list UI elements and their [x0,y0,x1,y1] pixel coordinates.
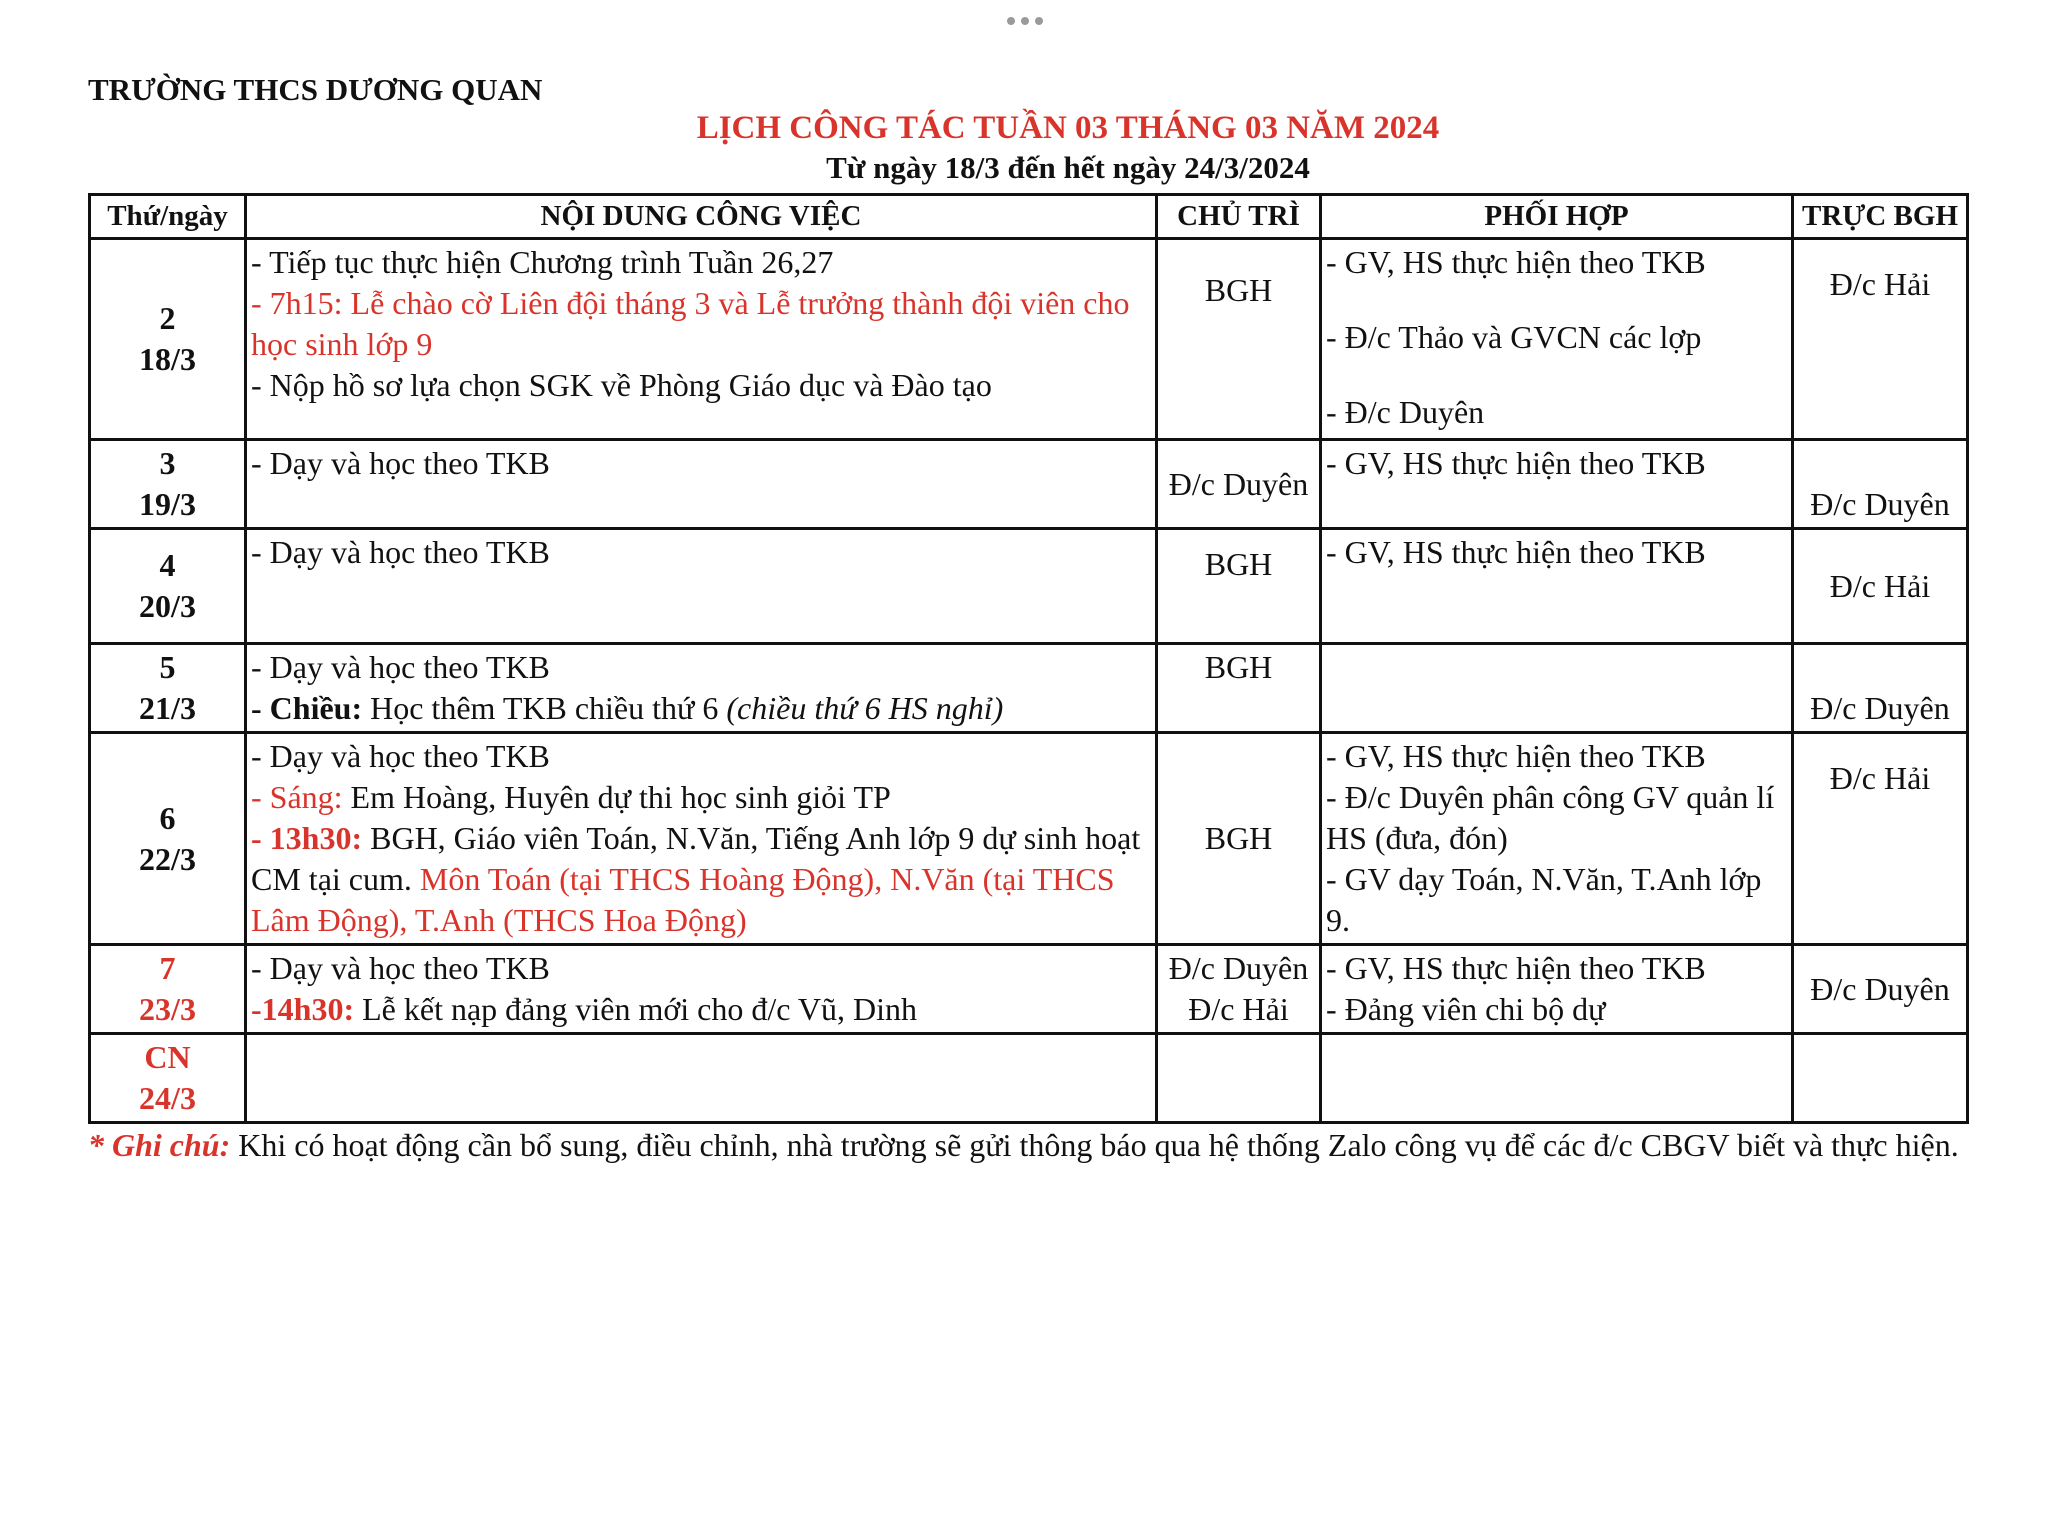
coordination-cell [1321,644,1793,733]
coord-line: - GV, HS thực hiện theo TKB [1326,950,1706,986]
coord-line: - GV dạy Toán, N.Văn, T.Anh lớp 9. [1326,861,1762,938]
day-date: 21/3 [139,690,196,726]
content-text: Lễ kết nạp đảng viên mới cho đ/c Vũ, Dinh [354,991,917,1027]
footnote-label: * Ghi chú: [88,1127,231,1163]
schedule-table [88,193,1969,1124]
coord-line: - GV, HS thực hiện theo TKB [1326,738,1706,774]
content-line: - Nộp hồ sơ lựa chọn SGK về Phòng Giáo dục và Đào tạo [251,367,992,403]
content-cell [246,644,1157,733]
table-row [90,644,1968,733]
day-date: 24/3 [139,1080,196,1116]
host-value: BGH [1204,649,1273,685]
host-cell [1157,239,1321,440]
header-content: NỘI DUNG CÔNG VIỆC [246,195,1157,239]
content-line: - Dạy và học theo TKB [251,950,550,986]
content-line: - Dạy và học theo TKB [251,534,550,570]
day-number: 6 [159,799,176,836]
host-value: BGH [1204,272,1273,308]
duty-cell [1793,644,1968,733]
more-options-icon[interactable] [1007,12,1051,26]
duty-value: Đ/c Duyên [1810,486,1950,522]
host-cell [1157,1034,1321,1123]
day-date: 22/3 [139,840,196,877]
footnote [88,1124,2038,1166]
coordination-cell [1321,1034,1793,1123]
host-cell [1157,945,1321,1034]
content-text: BGH, Giáo viên Toán, N.Văn, Tiếng Anh lớp 9 dự sinh hoạt CM tại cum. [251,820,1141,897]
duty-value: Đ/c Duyên [1810,970,1950,1007]
duty-value: Đ/c Hải [1829,567,1931,604]
coord-line: - Đ/c Duyên [1326,394,1485,430]
day-number: 5 [159,649,176,685]
content-label: - 13h30: [251,820,363,856]
coordination-cell [1321,239,1793,440]
duty-value: Đ/c Hải [1829,760,1931,796]
day-date: 20/3 [139,588,196,624]
day-date: 23/3 [139,991,196,1027]
day-cell [90,945,246,1034]
host-value: Đ/c Duyên [1168,465,1309,502]
content-line [251,818,1151,941]
duty-cell [1793,239,1968,440]
table-row [90,440,1968,529]
content-cell [246,529,1157,644]
host-value: Đ/c Duyên [1168,950,1309,986]
coord-line: - Đ/c Duyên phân công GV quản lí HS (đưa, đón) [1326,779,1775,856]
content-line: - Dạy và học theo TKB [251,738,550,774]
content-red-text: Môn Toán (tại THCS Hoàng Động), N.Văn (tại THCS Lâm Động), T.Anh (THCS Hoa Động) [251,861,1115,938]
header-host: CHỦ TRÌ [1157,195,1321,239]
footnote-text: Khi có hoạt động cần bổ sung, điều chỉnh, nhà trường sẽ gửi thông báo qua hệ thống Zalo công vụ để các đ/c CBGV biết và thực hiện. [230,1127,1959,1163]
school-name: TRƯỜNG THCS DƯƠNG QUAN [88,72,543,107]
day-cell [90,239,246,440]
coord-line: - Đảng viên chi bộ dự [1326,991,1606,1027]
host-value-2: Đ/c Hải [1188,991,1289,1027]
day-cell [90,733,246,945]
host-cell [1157,733,1321,945]
table-row [90,733,1968,945]
day-number: CN [144,1039,191,1075]
duty-cell [1793,1034,1968,1123]
table-row [90,1034,1968,1123]
coord-line: - GV, HS thực hiện theo TKB [1326,244,1706,280]
coordination-cell [1321,440,1793,529]
coordination-cell [1321,945,1793,1034]
table-row [90,945,1968,1034]
content-line [251,989,1151,1030]
duty-cell [1793,945,1968,1034]
header-coordination: PHỐI HỢP [1321,195,1793,239]
day-date: 18/3 [139,341,196,377]
day-number: 4 [159,547,176,583]
day-cell [90,644,246,733]
content-cell [246,239,1157,440]
coord-line: - Đ/c Thảo và GVCN các lợp [1326,319,1702,355]
day-date: 19/3 [139,486,196,522]
content-line [251,688,1151,729]
header-day: Thứ/ngày [90,195,246,239]
page-title: LỊCH CÔNG TÁC TUẦN 03 THÁNG 03 NĂM 2024 [696,110,1440,146]
content-cell [246,1034,1157,1123]
day-number: 3 [159,445,176,481]
host-cell [1157,529,1321,644]
day-cell [90,529,246,644]
duty-cell [1793,733,1968,945]
table-row [90,529,1968,644]
content-cell [246,440,1157,529]
content-cell [246,945,1157,1034]
day-cell [90,1034,246,1123]
duty-cell [1793,440,1968,529]
content-text: Học thêm TKB chiều thứ 6 [362,690,727,726]
table-header-row [90,195,1968,239]
content-line: - Dạy và học theo TKB [251,649,550,685]
duty-cell [1793,529,1968,644]
day-number: 2 [159,300,176,336]
content-label: - Sáng: [251,779,343,815]
duty-value: Đ/c Hải [1829,266,1931,302]
date-range: Từ ngày 18/3 đến hết ngày 24/3/2024 [826,150,1310,185]
day-number: 7 [159,950,176,986]
coordination-cell [1321,733,1793,945]
content-line [251,777,1151,818]
day-cell [90,440,246,529]
content-line: - Dạy và học theo TKB [251,445,550,481]
duty-value: Đ/c Duyên [1810,690,1950,726]
content-line: - Tiếp tục thực hiện Chương trình Tuần 26,27 [251,244,834,280]
content-text: Em Hoàng, Huyên dự thi học sinh giỏi TP [342,779,891,815]
host-value: BGH [1204,546,1273,582]
header-duty: TRỰC BGH [1793,195,1968,239]
content-italic: (chiều thứ 6 HS nghỉ) [726,690,1004,726]
host-cell [1157,440,1321,529]
content-label: - Chiều: [251,690,363,726]
content-cell [246,733,1157,945]
coord-line: - GV, HS thực hiện theo TKB [1326,445,1706,481]
content-line: - 7h15: Lễ chào cờ Liên đội tháng 3 và Lễ trưởng thành đội viên cho học sinh lớp 9 [251,285,1130,362]
content-label: -14h30: [251,991,355,1027]
coord-line: - GV, HS thực hiện theo TKB [1326,534,1706,570]
coordination-cell [1321,529,1793,644]
host-value: BGH [1204,820,1273,856]
host-cell [1157,644,1321,733]
table-row [90,239,1968,440]
